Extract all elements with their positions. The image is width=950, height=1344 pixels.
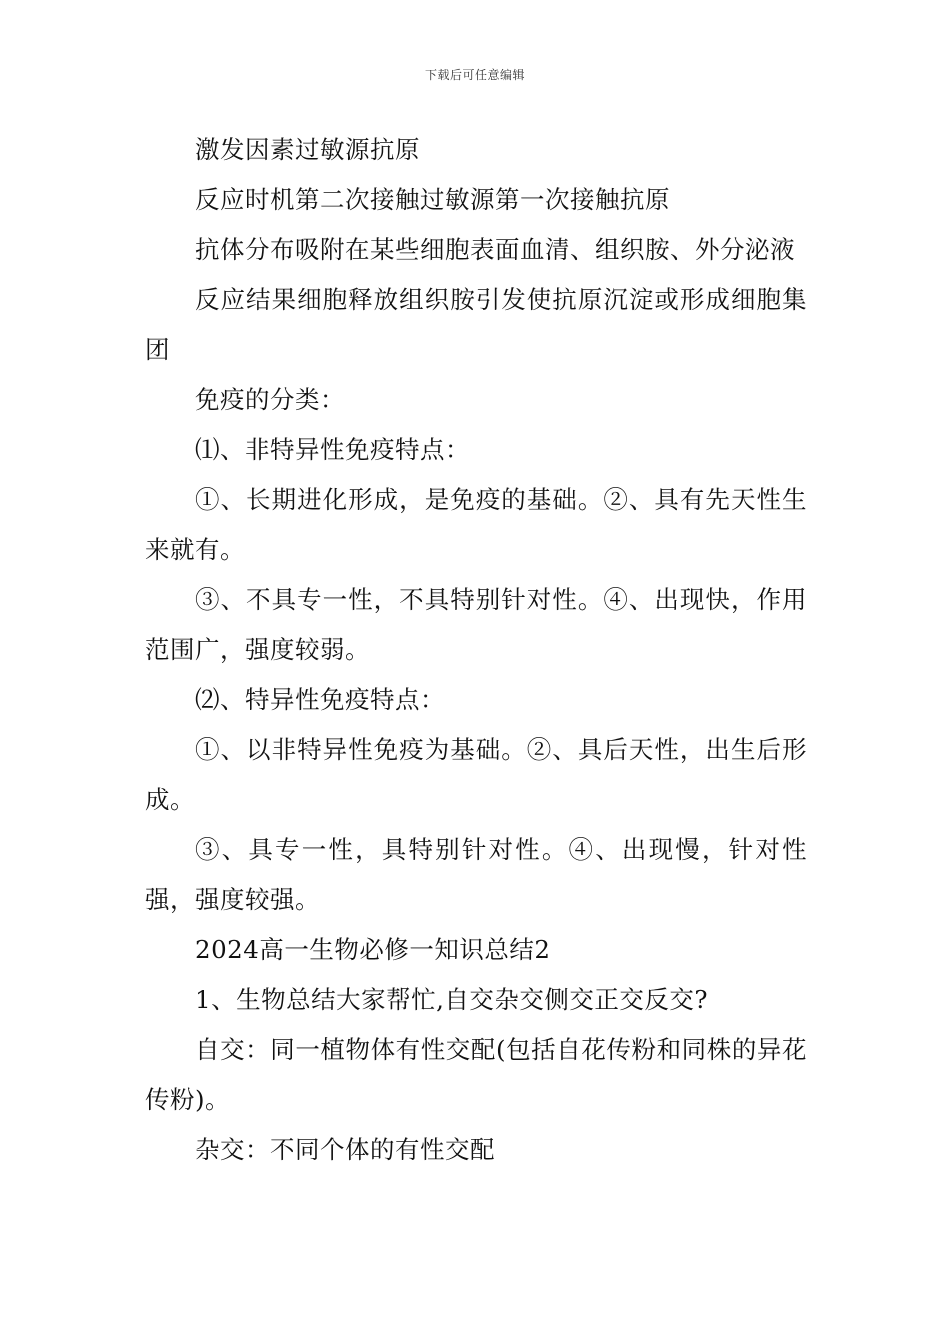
paragraph-nonspecific-points-1: ①、长期进化形成，是免疫的基础。②、具有先天性生来就有。 <box>145 485 807 564</box>
document-body <box>145 125 807 1175</box>
paragraph-hybrid-cross: 杂交：不同个体的有性交配 <box>195 1135 495 1164</box>
paragraph-question: 1、生物总结大家帮忙,自交杂交侧交正交反交? <box>195 985 709 1014</box>
page-header: 下载后可任意编辑 <box>424 68 525 82</box>
paragraph-specific-points-2: ③、具专一性，具特别针对性。④、出现慢，针对性强，强度较强。 <box>145 835 807 914</box>
paragraph-trigger-factor: 激发因素过敏源抗原 <box>195 135 420 164</box>
paragraph-immunity-classification: 免疫的分类： <box>195 385 345 414</box>
paragraph-specific-points-1: ①、以非特异性免疫为基础。②、具后天性，出生后形成。 <box>145 735 807 814</box>
paragraph-antibody-distribution: 抗体分布吸附在某些细胞表面血清、组织胺、外分泌液 <box>195 235 795 264</box>
paragraph-reaction-timing: 反应时机第二次接触过敏源第一次接触抗原 <box>195 185 670 214</box>
section-title: 2024高一生物必修一知识总结2 <box>195 935 551 964</box>
paragraph-specific-heading: ⑵、特异性免疫特点： <box>195 685 445 714</box>
paragraph-nonspecific-points-2: ③、不具专一性，不具特别针对性。④、出现快，作用范围广，强度较弱。 <box>145 585 807 664</box>
paragraph-reaction-result: 反应结果细胞释放组织胺引发使抗原沉淀或形成细胞集团 <box>145 285 807 364</box>
paragraph-self-cross: 自交：同一植物体有性交配(包括自花传粉和同株的异花传粉)。 <box>145 1035 807 1114</box>
paragraph-nonspecific-heading: ⑴、非特异性免疫特点： <box>195 435 470 464</box>
